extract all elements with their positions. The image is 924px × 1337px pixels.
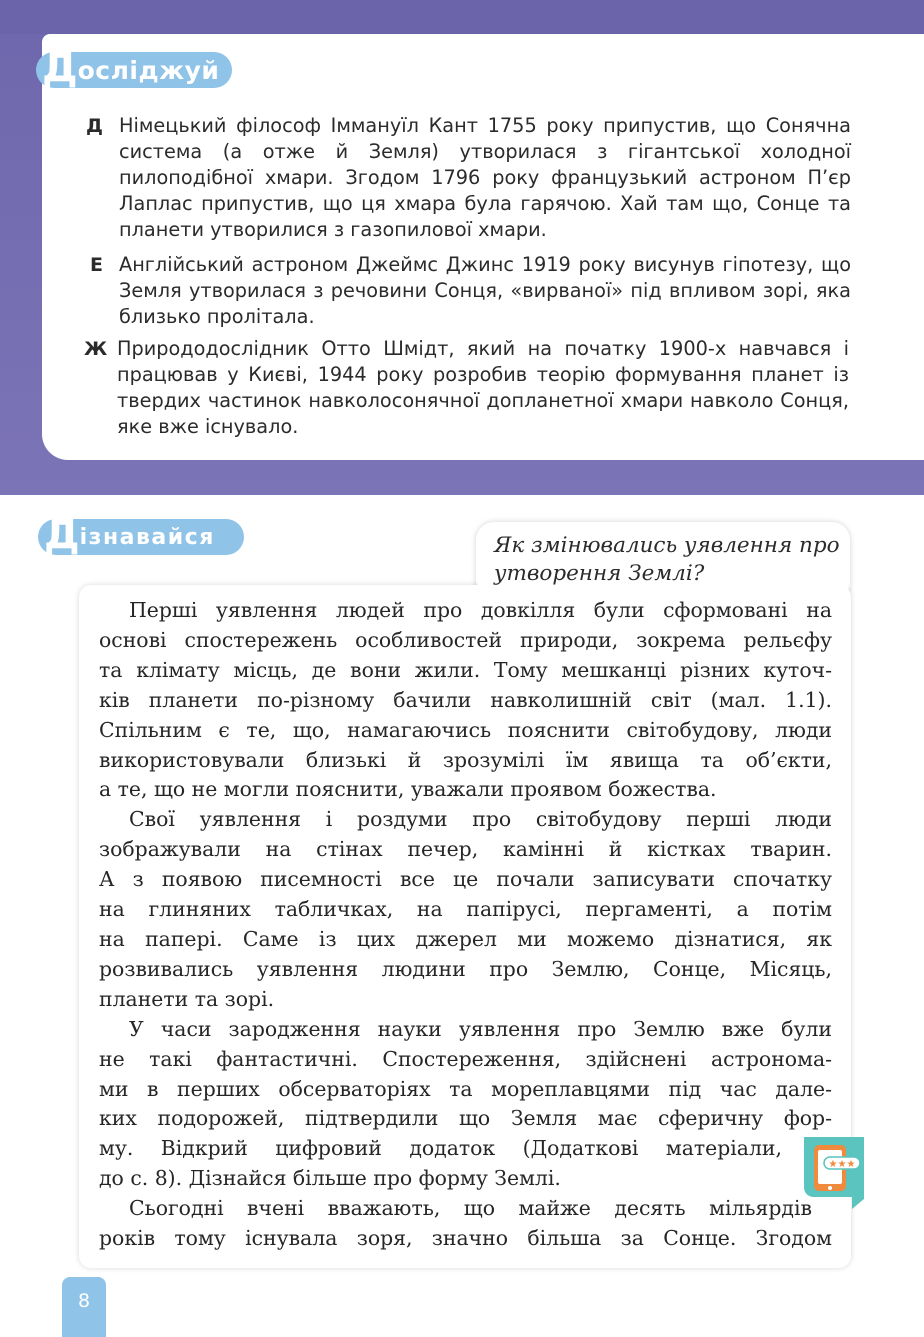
text-line: років тому існувала зоря, значно більша за Сонце. Згодом [99,1226,832,1251]
learn-heading [38,512,244,558]
text-line: на папері. Саме із цих джерел ми можемо дізнатися, як [99,926,832,951]
explore-heading-initial: Д [42,45,78,91]
main-text [99,596,832,1254]
hypothesis-text: Англійський астроном Джеймс Джинс 1919 року висунув гіпотезу, що Земля утворилася з речовини Сонця, «вирваної» під впливом зорі, яка близько пролітала. [119,253,851,328]
hypothesis-letter: Ж [84,338,108,360]
text-line: зображували на стінах печер, камінні й кістках тварин. [99,837,832,862]
text-line: планети та зорі. [99,986,275,1011]
text-line: та клімату місць, де вони жили. Тому мешканці різних куточ- [99,657,832,682]
page-number: 8 [77,1290,91,1312]
learn-heading-rest: ізнавайся [79,524,215,550]
hypothesis-letter: Е [90,254,103,276]
hypothesis-letter: Д [86,115,103,137]
question-text: Як змінювались уявлення про утворення Землі? [494,533,840,586]
text-line: Сьогодні вчені вважають, що майже десять мільярдів [129,1196,812,1221]
svg-text:★★★: ★★★ [828,1159,856,1170]
text-line: до с. 8). Дізнайся більше про форму Землі. [99,1166,561,1191]
top-strip [0,0,924,34]
explore-heading [36,45,232,91]
text-line: основі спостережень особливостей природи, зокрема рельєфу [99,627,832,652]
text-line: не такі фантастичні. Спостереження, здійснені астронома- [99,1046,832,1071]
text-line: розвивались уявлення людини про Землю, Сонце, Місяць, [99,956,832,981]
text-line: на глиняних табличках, на папірусі, пергаменті, а потім [99,897,832,922]
text-line: Свої уявлення і роздуми про світобудову перші люди [129,807,832,832]
hypothesis-text: Природодослідник Отто Шмідт, який на початку 1900-х навчався і працював у Києві, 1944 року розробив теорію формування планет із твердих частинок навколосонячної допланетної хмари навколо Сонця, яке вже існувало. [117,337,849,438]
text-line: а те, що не могли пояснити, уважали проявом божества. [99,777,717,802]
text-line: Перші уявлення людей про довкілля були сформовані на [129,598,832,622]
learn-heading-initial: Д [44,512,80,558]
text-line: У часи зародження науки уявлення про Землю вже були [129,1016,832,1041]
hypothesis-text: Німецький філософ Іммануїл Кант 1755 року припустив, що Сонячна система (а отже й Земля) утворилася з гігантської холодної пилоподібної хмари. Згодом 1796 року французький астроном П’єр Лаплас припустив, що ця хмара була гарячою. Хай там що, Сонце та планети утворилися з газопилової хмари. [119,114,851,241]
tablet-stars-icon[interactable] [804,1137,864,1209]
text-line: А з появою писемності все це почали записувати спочатку [99,867,832,892]
text-line: ких подорожей, підтвердили що Земля має сферичну фор- [99,1106,832,1131]
text-line: ми в перших обсерваторіях та мореплавцями під час дале- [99,1076,832,1101]
text-line: му. Відкрий цифровий додаток (Додаткові матеріали, [99,1136,782,1161]
explore-heading-rest: осліджуй [77,55,220,85]
text-line: ків планети по-різному бачили навколишній світ (мал. 1.1). [99,687,832,712]
text-line: використовували близькі й зрозумілі їм явища та об’єкти, [99,747,832,772]
text-line: Спільним є те, що, намагаючись пояснити світобудову, люди [99,717,832,742]
